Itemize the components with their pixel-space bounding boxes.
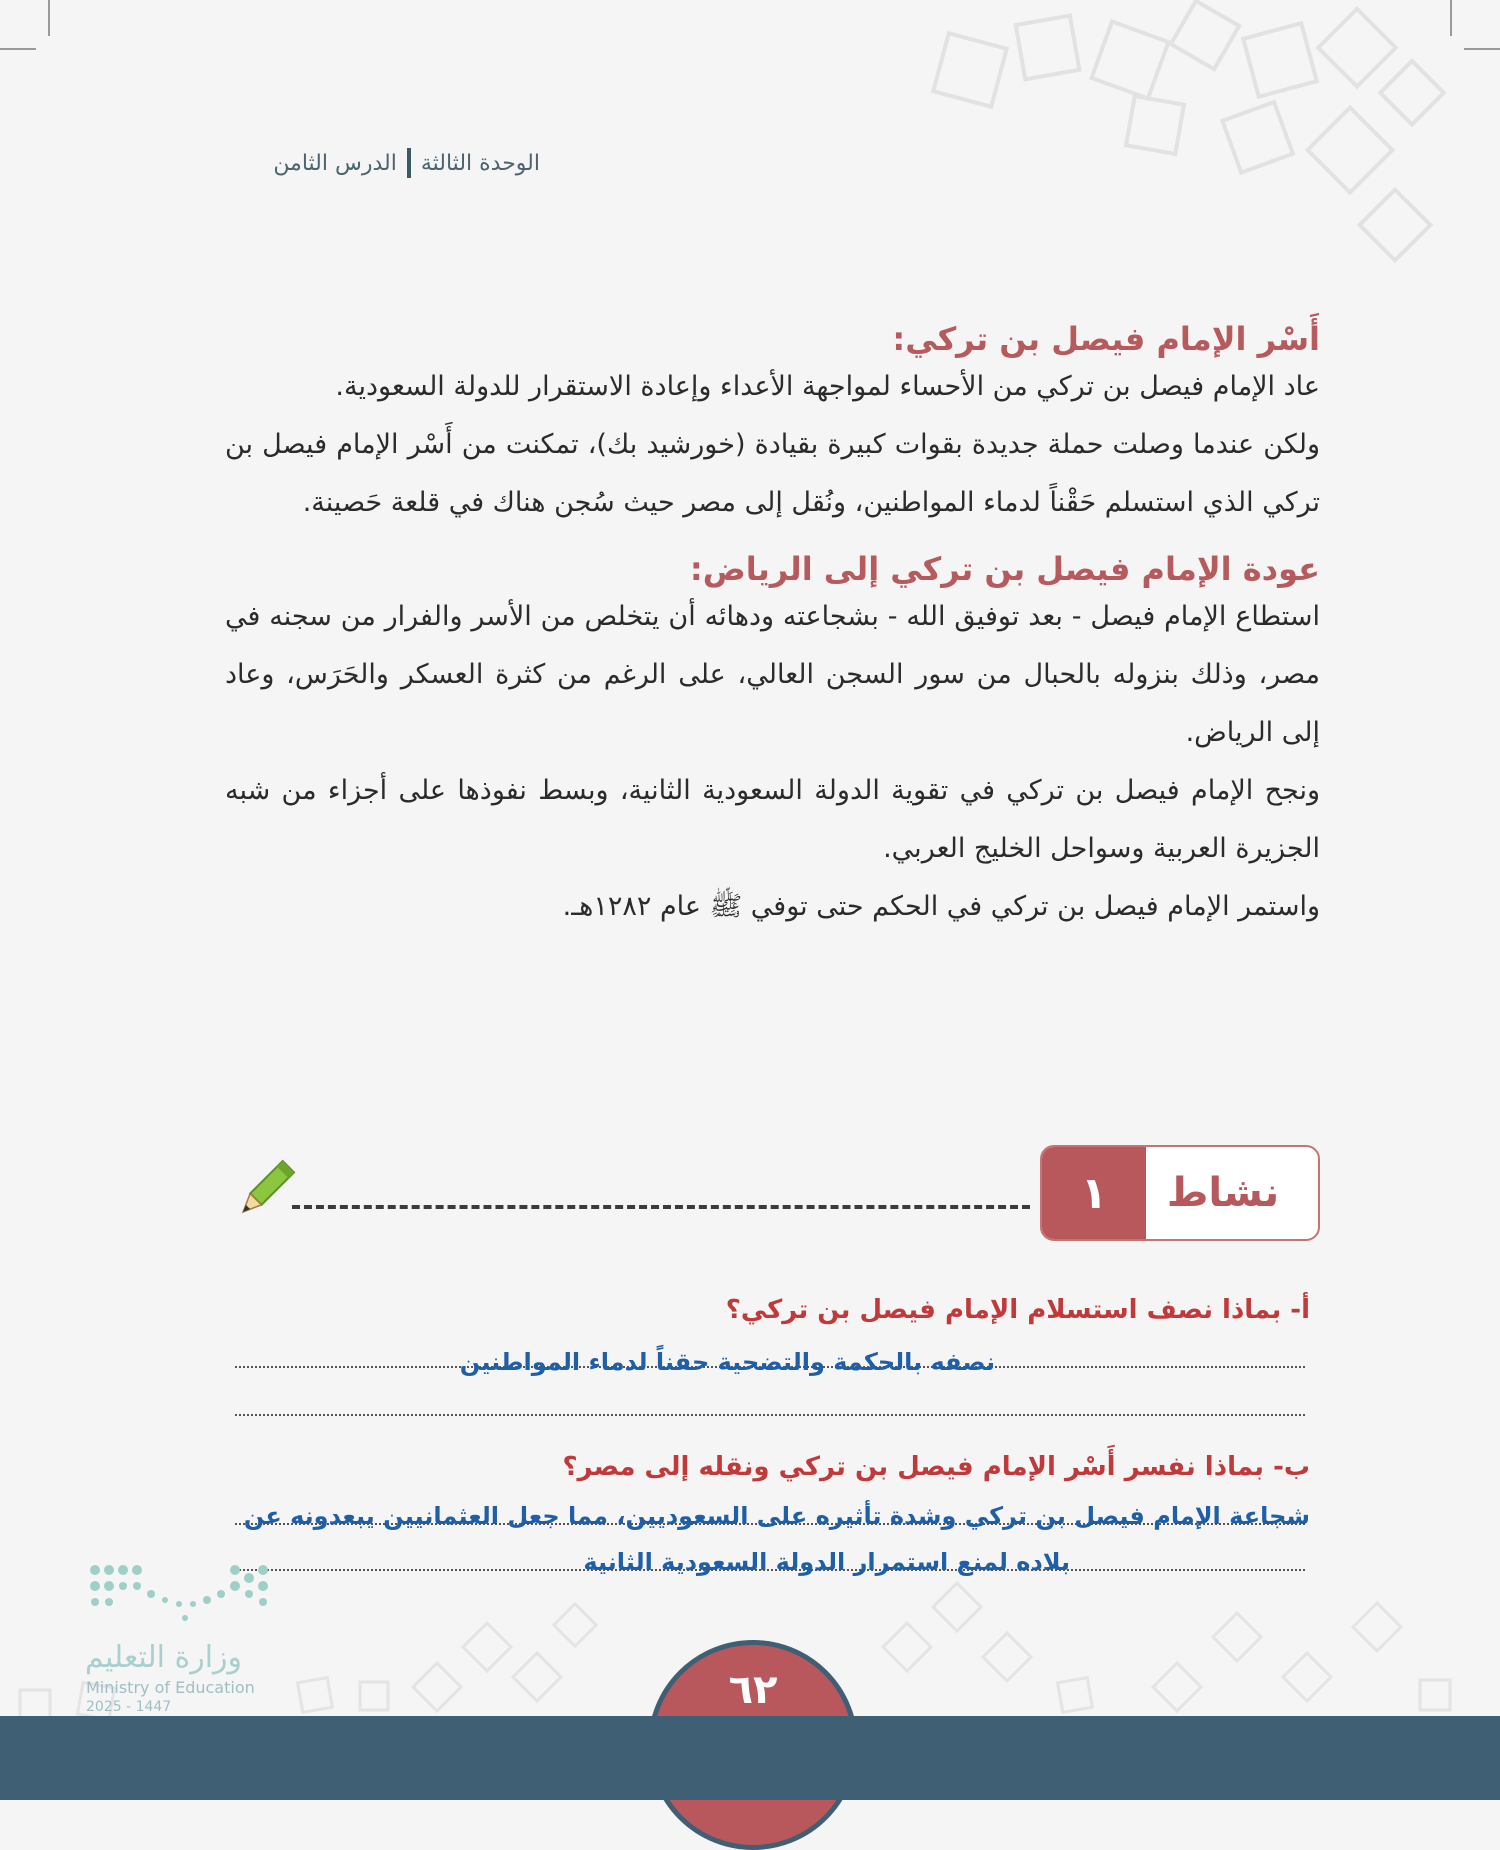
header-lesson: الدرس الثامن (273, 150, 397, 176)
page-number: ٦٢ (728, 1667, 778, 1713)
crop-mark (0, 48, 36, 50)
paragraph: ونجح الإمام فيصل بن تركي في تقوية الدولة السعودية الثانية، وبسط نفوذها على أجزاء من شبه الجزيرة العربية وسواحل الخليج العربي. (225, 775, 1320, 864)
decorative-pattern-bottom-right (860, 1570, 1500, 1740)
ministry-name-en: Ministry of Education (86, 1678, 255, 1697)
pencil-icon (230, 1155, 300, 1225)
paragraph: ولكن عندما وصلت حملة جديدة بقوات كبيرة بقيادة (خورشيد بك)، تمكنت من أَسْر الإمام فيصل بن تركي الذي استسلم حَقْناً لدماء المواطنين، ونُقل إلى مصر حيث سُجن هناك في قلعة حَصينة. (225, 429, 1320, 518)
activity-header (230, 1145, 1320, 1245)
paragraph: عاد الإمام فيصل بن تركي من الأحساء لمواجهة الأعداء وإعادة الاستقرار للدولة السعودية. (335, 371, 1320, 402)
dashed-divider (292, 1205, 1030, 1209)
footer-bar (0, 1716, 1500, 1800)
activity-badge (1040, 1145, 1320, 1241)
section-title-captivity: أَسْر الإمام فيصل بن تركي: (892, 320, 1320, 358)
crop-mark (48, 0, 50, 36)
edition-year: 2025 - 1447 (86, 1699, 172, 1715)
crop-mark (1450, 0, 1452, 36)
answer-b-line2: بلاده لمنع استمرار الدولة السعودية الثانية (583, 1548, 1070, 1576)
question-a: أ- بماذا نصف استسلام الإمام فيصل بن تركي؟ (725, 1295, 1310, 1325)
activity-number: ١ (1042, 1147, 1146, 1239)
ministry-logo-icon (85, 1560, 285, 1640)
running-header (273, 148, 540, 178)
header-separator (407, 148, 411, 178)
header-unit: الوحدة الثالثة (420, 150, 540, 176)
answer-line (235, 1414, 1305, 1416)
decorative-pattern-top (900, 0, 1460, 300)
activity-label: نشاط (1166, 1170, 1280, 1216)
answer-a: نصفه بالحكمة والتضحية حقناً لدماء المواطنين (459, 1348, 995, 1376)
section-title-return: عودة الإمام فيصل بن تركي إلى الرياض: (689, 550, 1320, 588)
question-b: ب- بماذا نفسر أَسْر الإمام فيصل بن تركي ونقله إلى مصر؟ (562, 1452, 1310, 1482)
paragraph: واستمر الإمام فيصل بن تركي في الحكم حتى توفي ﷺ عام ١٢٨٢هـ. (562, 891, 1320, 922)
answer-b-line1: شجاعة الإمام فيصل بن تركي وشدة تأثيره على السعوديين، مما جعل العثمانيين يبعدونه عن (243, 1502, 1310, 1530)
ministry-name-ar: وزارة التعليم (85, 1640, 243, 1675)
lesson-content (225, 320, 1320, 936)
crop-mark (1464, 48, 1500, 50)
paragraph: استطاع الإمام فيصل - بعد توفيق الله - بشجاعته ودهائه أن يتخلص من الأسر والفرار من سجنه في مصر، وذلك بنزوله بالحبال من سور السجن العالي، على الرغم من كثرة العسكر والحَرَس، وعاد إلى الرياض. (225, 601, 1320, 748)
